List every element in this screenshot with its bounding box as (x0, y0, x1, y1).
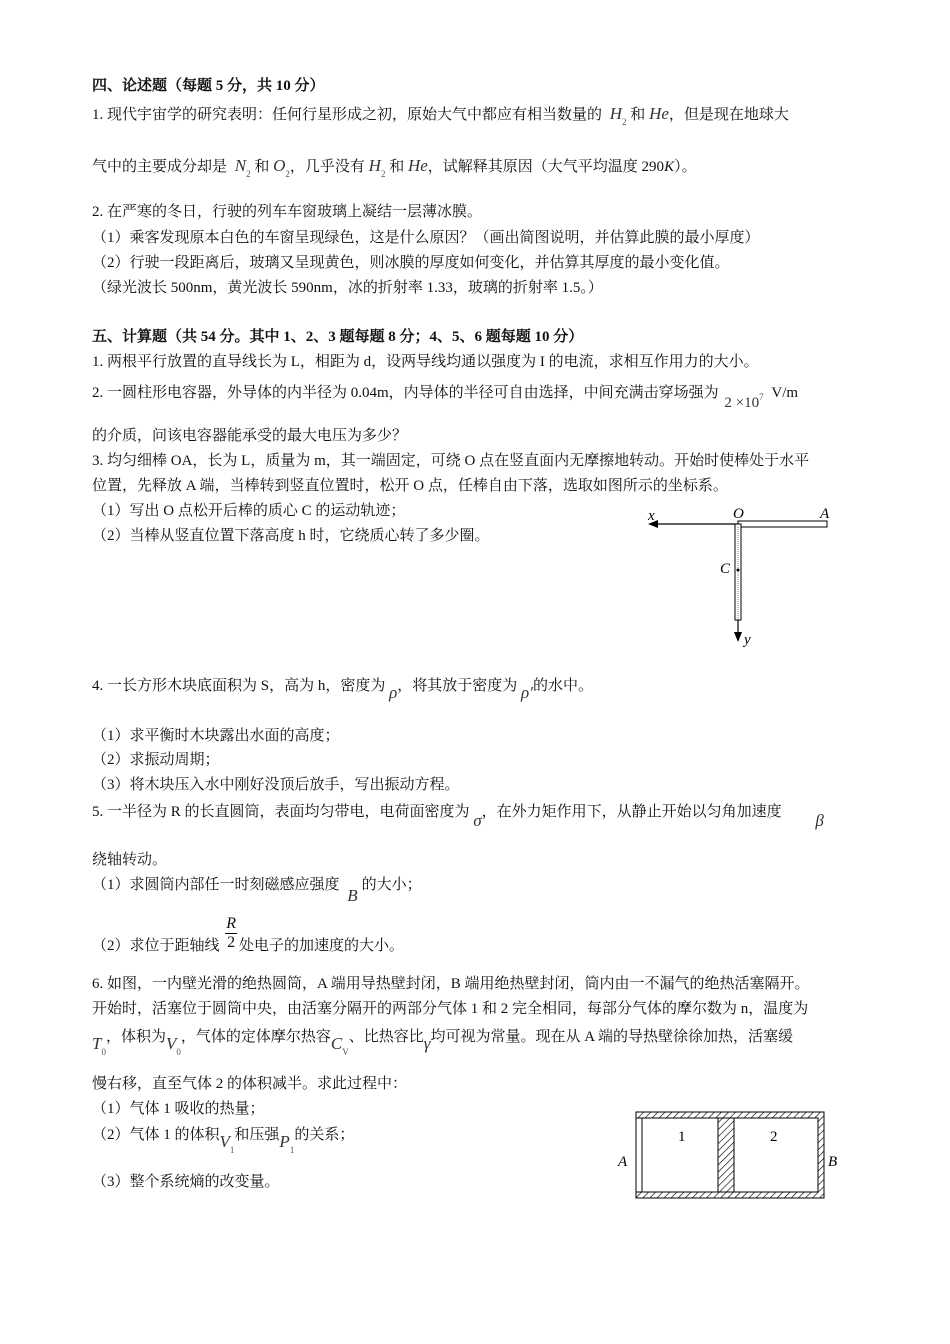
q5-4-line4: （3）将木块压入水中刚好没顶后放手，写出振动方程。 (92, 777, 460, 793)
q5-3-line1: 3. 均匀细棒 OA，长为 L，质量为 m，其一端固定，可绕 O 点在竖直面内无摩擦地转动。开始时使棒处于水平 (92, 453, 810, 469)
q5-6-line4: 慢右移，直至气体 2 的体积减半。求此过程中： (92, 1076, 408, 1092)
text: 的关系； (294, 1127, 355, 1143)
text: ，体积为 (105, 1029, 166, 1045)
q5-6-line5: （1）气体 1 吸收的热量； (92, 1101, 265, 1117)
label-o: O (733, 506, 744, 522)
text: ，但是现在地球大 (668, 107, 789, 123)
math-h2: $H_2$ (368, 156, 386, 179)
q5-5-line2: 绕轴转动。 (92, 852, 168, 868)
q5-5-line4 (92, 915, 405, 956)
q4-1-line1 (92, 104, 789, 132)
math-h2: $H_2$ (609, 104, 627, 127)
math-cv: $C_V$ (330, 1034, 349, 1057)
math-gamma: γ (423, 1034, 431, 1053)
q5-3-line2: 位置，先释放 A 端，当棒转到竖直位置时，松开 O 点，任棒自由下落，选取如图所示的坐标系。 (92, 478, 728, 494)
text: ，在外力矩作用下，从静止开始以匀角加速度 (481, 804, 782, 820)
math-fraction-r-over-2: $\frac{R}{2}$ (226, 915, 237, 952)
q4-1-line2 (92, 156, 697, 184)
text: 和 (254, 159, 270, 175)
q5-6-line1: 6. 如图，一内壁光滑的绝热圆筒，A 端用导热壁封闭，B 端用绝热壁封闭，筒内由一不漏气的绝热活塞隔开。 (92, 976, 810, 992)
q5-2-line1 (92, 377, 799, 411)
q5-4-line2: （1）求平衡时木块露出水面的高度； (92, 728, 340, 744)
unit: V/m (771, 385, 799, 401)
centre-of-mass-point (737, 569, 740, 572)
q5-6-line3 (92, 1026, 793, 1057)
text: 5. 一半径为 R 的长直圆筒，表面均匀带电，电荷面密度为 (92, 804, 470, 820)
text: （1）求圆筒内部任一时刻磁感应强度 (92, 877, 340, 893)
text: 的大小； (361, 877, 422, 893)
end-wall-a (636, 1118, 642, 1192)
q5-6-line6 (92, 1124, 355, 1155)
math-rho-prime: ρ′ (521, 683, 533, 702)
math-v0: $V_0$ (165, 1034, 181, 1057)
text: 均可视为常量。现在从 A 端的导热壁徐徐加热，活塞缓 (430, 1029, 793, 1045)
q5-2-line2: 的介质，问该电容器能承受的最大电压为多少？ (92, 428, 408, 444)
q5-3-line3: （1）写出 O 点松开后棒的质心 C 的运动轨迹； (92, 503, 406, 519)
q5-4-line1 (92, 675, 593, 702)
math-n2: $N_2$ (234, 156, 251, 179)
math-k: K (664, 159, 675, 175)
cylinder-figure (612, 1108, 844, 1202)
text: 1. 现代宇宙学的研究表明：任何行星形成之初，原始大气中都应有相当数量的 (92, 107, 603, 123)
math-beta: β (815, 811, 824, 830)
q5-5-line3 (92, 874, 422, 905)
label-end-b: B (828, 1154, 838, 1170)
horizontal-rod (738, 521, 827, 527)
text: ，试解释其原因（大气平均温度 290 (427, 159, 665, 175)
math-he: He (649, 104, 669, 123)
q5-1: 1. 两根平行放置的直导线长为 L，相距为 d，设两导线均通以强度为 I 的电流，求相互作用力的大小。 (92, 354, 759, 370)
q4-2-line1: 2. 在严寒的冬日，行驶的列车车窗玻璃上凝结一层薄冰膜。 (92, 204, 483, 220)
label-x: x (648, 508, 655, 524)
q5-3-line4: （2）当棒从竖直位置下落高度 h 时，它绕质心转了多少圈。 (92, 528, 490, 544)
q5-6-line7: （3）整个系统熵的改变量。 (92, 1174, 280, 1190)
section-4-heading: 四、论述题（每题 5 分，共 10 分） (92, 78, 325, 94)
text: （2）气体 1 的体积 (92, 1127, 220, 1143)
math-he: He (407, 156, 428, 175)
rod-figure (640, 502, 840, 652)
math-sigma: σ (473, 811, 482, 830)
text: 和 (630, 107, 646, 123)
text: ，将其放于密度为 (397, 678, 518, 694)
math-b: B (347, 886, 358, 905)
piston (718, 1118, 734, 1192)
math-p1: $P_1$ (279, 1132, 295, 1155)
text: ，几乎没有 (289, 159, 365, 175)
label-end-a: A (618, 1154, 628, 1170)
label-a: A (820, 506, 830, 522)
y-arrow-icon (734, 632, 742, 642)
label-gas-2: 2 (770, 1129, 778, 1145)
q5-5-line1 (92, 801, 824, 830)
label-gas-1: 1 (678, 1129, 686, 1145)
text: （2）求位于距轴线 (92, 938, 220, 954)
label-c: C (720, 561, 731, 577)
label-y: y (744, 632, 751, 648)
text: 、比热容比 (348, 1029, 424, 1045)
math-field-strength: $2 \times 10^7$ (724, 392, 764, 411)
math-v1: $V_1$ (219, 1132, 235, 1155)
math-o2: $O_2$ (273, 156, 290, 179)
q4-2-line3: （2）行驶一段距离后，玻璃又呈现黄色，则冰膜的厚度如何变化，并估算其厚度的最小变化值。 (92, 255, 730, 271)
text: 和 (389, 159, 405, 175)
q5-4-line3: （2）求振动周期； (92, 752, 220, 768)
text: 4. 一长方形木块底面积为 S，高为 h，密度为 (92, 678, 386, 694)
math-t0: $T_0$ (92, 1034, 106, 1057)
q5-6-line2: 开始时，活塞位于圆筒中央，由活塞分隔开的两部分气体 1 和 2 完全相同，每部分气体的摩尔数为 n，温度为 (92, 1001, 809, 1017)
q4-2-line4: （绿光波长 500nm，黄光波长 590nm，冰的折射率 1.33，玻璃的折射率 1.5。） (92, 280, 603, 296)
math-rho: ρ (389, 683, 398, 702)
q4-2-line2: （1）乘客发现原本白色的车窗呈现绿色，这是什么原因？（画出简图说明，并估算此膜的最小厚度） (92, 230, 760, 246)
text: ，气体的定体摩尔热容 (180, 1029, 331, 1045)
text: 和压强 (234, 1127, 280, 1143)
text: 2. 一圆柱形电容器，外导体的内半径为 0.04m，内导体的半径可自由选择，中间充满击穿场强为 (92, 385, 719, 401)
text: 的水中。 (532, 678, 593, 694)
section-5-heading: 五、计算题（共 54 分。其中 1、2、3 题每题 8 分；4、5、6 题每题 10 分） (92, 329, 584, 345)
text: 气中的主要成分却是 (92, 159, 228, 175)
text: ）。 (674, 159, 697, 175)
text: 处电子的加速度的大小。 (239, 938, 405, 954)
